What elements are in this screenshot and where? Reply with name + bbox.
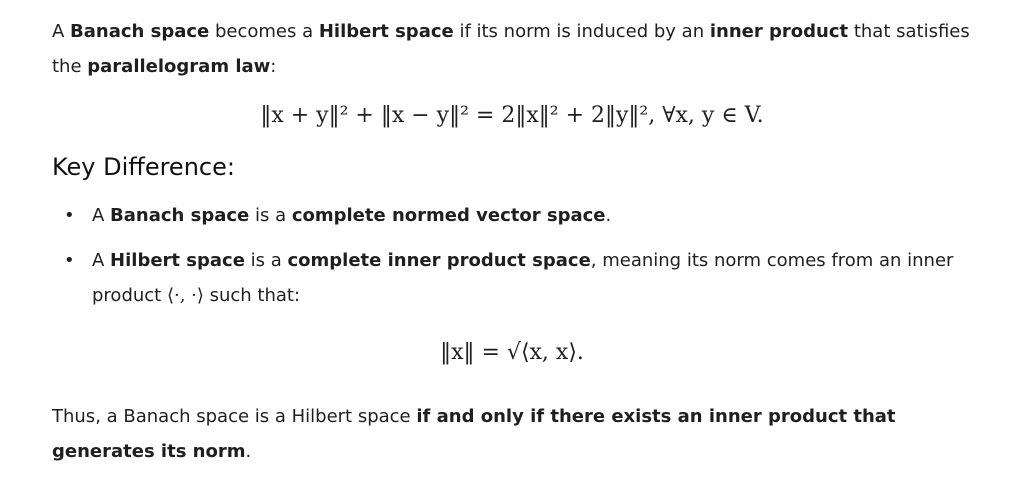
conclusion-paragraph: [52, 399, 972, 469]
intro-bold-hilbert: Hilbert space: [318, 21, 454, 42]
bullet2-text-1: A: [92, 250, 111, 271]
intro-paragraph: [52, 14, 972, 84]
bullet1-text-1: A: [92, 205, 111, 226]
bullet2-bold-2: complete inner product space: [287, 250, 591, 271]
intro-bold-inner-product: inner product: [709, 21, 849, 42]
intro-bold-banach: Banach space: [70, 21, 210, 42]
bullet-dot: •: [64, 250, 75, 271]
conclusion-bold: if and only if there exists an inner product that generates its norm: [52, 406, 896, 462]
intro-bold-parallelogram: parallelogram law: [87, 56, 271, 77]
bullet1-bold-2: complete normed vector space: [291, 205, 606, 226]
conclusion-text-2: .: [245, 441, 252, 462]
intro-text-2: becomes a: [209, 21, 319, 42]
section-heading: Key Difference:: [52, 153, 235, 181]
bullet1-text-3: .: [605, 205, 612, 226]
list-item-banach: [52, 198, 972, 233]
intro-text-5: :: [270, 56, 277, 77]
intro-text-3: if its norm is induced by an: [453, 21, 710, 42]
intro-text-4: that satisfies the: [52, 21, 970, 77]
bullet2-text-2: is a: [244, 250, 288, 271]
intro-text-1: A: [52, 21, 71, 42]
bullet-dot: •: [64, 205, 75, 226]
bullet1-bold-1: Banach space: [110, 205, 250, 226]
conclusion-text-1: Thus, a Banach space is a Hilbert space: [52, 406, 417, 427]
inner-product-notation: ⟨·, ·⟩: [166, 285, 204, 306]
list-item-hilbert: [52, 243, 972, 313]
bullet2-text-3: , meaning its norm comes from an inner product: [92, 250, 954, 306]
bullet2-text-4: such that:: [203, 285, 301, 306]
norm-equation: ‖x‖ = √⟨x, x⟩.: [440, 340, 584, 365]
bullet2-bold-1: Hilbert space: [110, 250, 245, 271]
document-content: [52, 14, 972, 469]
parallelogram-equation: ‖x + y‖² + ‖x − y‖² = 2‖x‖² + 2‖y‖², ∀x, y ∈ V.: [260, 103, 764, 128]
bullet1-text-2: is a: [249, 205, 292, 226]
difference-list: [52, 198, 972, 313]
